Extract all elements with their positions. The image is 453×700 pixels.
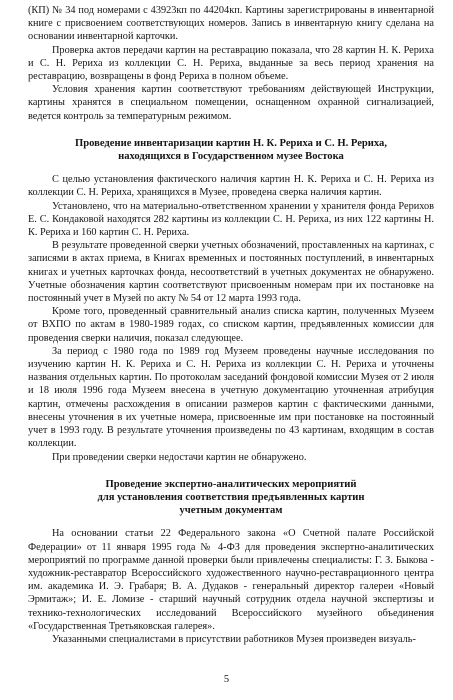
paragraph: За период с 1980 года по 1989 год Музеем проведены научные исследования по изучению картин Н. К. Рериха и С. Н. Рериха из коллекции С. Н. Рериха и уточнены названия отдельных картин. По протоколам заседаний фондовой комиссии Музея от 2 июля и 18 июля 1996 года Музеем внесена в учетную документацию уточненная атрибуция картин, отмечены расхождения в описании размеров картин с фактическими данными, внесены уточнения в их учетные номера, присвоенные им при постановке на постоянный учет в 1993 году. В результате уточнения произведены по 43 картинам, входящим в состав коллекции. bbox=[28, 345, 434, 450]
paragraph: Проверка актов передачи картин на реставрацию показала, что 28 картин Н. К. Рериха и С. Н. Рериха из коллекции С. Н. Рериха, выданные за весь период хранения на реставрацию, возвращены в фонд Рериха в полном объеме. bbox=[28, 44, 434, 83]
paragraph: В результате проведенной сверки учетных обозначений, проставленных на картинах, с записями в актах приема, в Книгах временных и постоянных поступлений, в инвентарных книгах и учетных карточках фонда, несоответствий в учетных документах не обнаружено. Учетные обозначения картин соответствуют присвоенным номерам при их постановке на постоянный учет в Музей по акту № 54 от 12 марта 1993 года. bbox=[28, 240, 434, 305]
section-heading bbox=[28, 137, 434, 163]
paragraph: (КП) № 34 под номерами с 43923кп по 44204кп. Картины зарегистрированы в инвентарной книге с присвоением соответствующих номеров. Запись в инвентарную книгу сделана на основании инвентарной карточки. bbox=[28, 5, 434, 43]
paragraph: С целью установления фактического наличия картин Н. К. Рериха и С. Н. Рериха из коллекции С. Н. Рериха, хранящихся в Музее, проведена сверка наличия картин. bbox=[28, 174, 434, 199]
paragraph: На основании статьи 22 Федерального закона «О Счетной палате Российской Федерации» от 11 января 1995 года № 4-ФЗ для проведения экспертно-аналитических мероприятий по программе данной проверки были привлечены специалисты: Г. З. Быкова - художник-реставратор Всероссийского художественного научно-реставрационного центра им. академика И. Э. Грабаря; В. А. Дудаков - генеральный директор галереи «Новый Эрмитаж»; И. Е. Ломизе - старший научный сотрудник отдела научной экспертизы и технико-технологических исследований Всероссийского музейного объединения «Государственная Третьяковская галерея». bbox=[28, 528, 434, 632]
heading-line: для установления соответствия предъявленных картин bbox=[97, 491, 365, 503]
page-number: 5 bbox=[223, 674, 230, 685]
heading-line: Проведение инвентаризации картин Н. К. Рериха и С. Н. Рериха, bbox=[74, 137, 387, 149]
paragraph: Установлено, что на материально-ответственном хранении у хранителя фонда Рерихов Е. С. Кондаковой находятся 282 картины из коллекции С. Н. Рериха, из них 122 картины Н. К. Рериха и 160 картин С. Н. Рериха. bbox=[28, 200, 434, 239]
heading-line: Проведение экспертно-аналитических мероприятий bbox=[105, 478, 357, 490]
paragraph: Условия хранения картин соответствуют требованиям действующей Инструкции, картины хранятся в специальном помещении, оснащенном охранной сигнализацией, ведется контроль за температурным режимом. bbox=[28, 84, 434, 122]
heading-line: находящихся в Государственном музее Востока bbox=[118, 151, 344, 163]
paragraph: При проведении сверки недостачи картин не обнаружено. bbox=[52, 451, 307, 463]
paragraph: Кроме того, проведенный сравнительный анализ списка картин, полученных Музеем от ВХПО по актам в 1980-1989 годах, со списком картин, предъявленных комиссии для проведения сверки наличия, показал следующее. bbox=[28, 306, 434, 344]
document-page bbox=[28, 4, 434, 646]
heading-line: учетным документам bbox=[179, 505, 283, 517]
section-heading bbox=[28, 478, 434, 518]
paragraph: Указанными специалистами в присутствии работников Музея произведен визуаль- bbox=[52, 633, 416, 645]
